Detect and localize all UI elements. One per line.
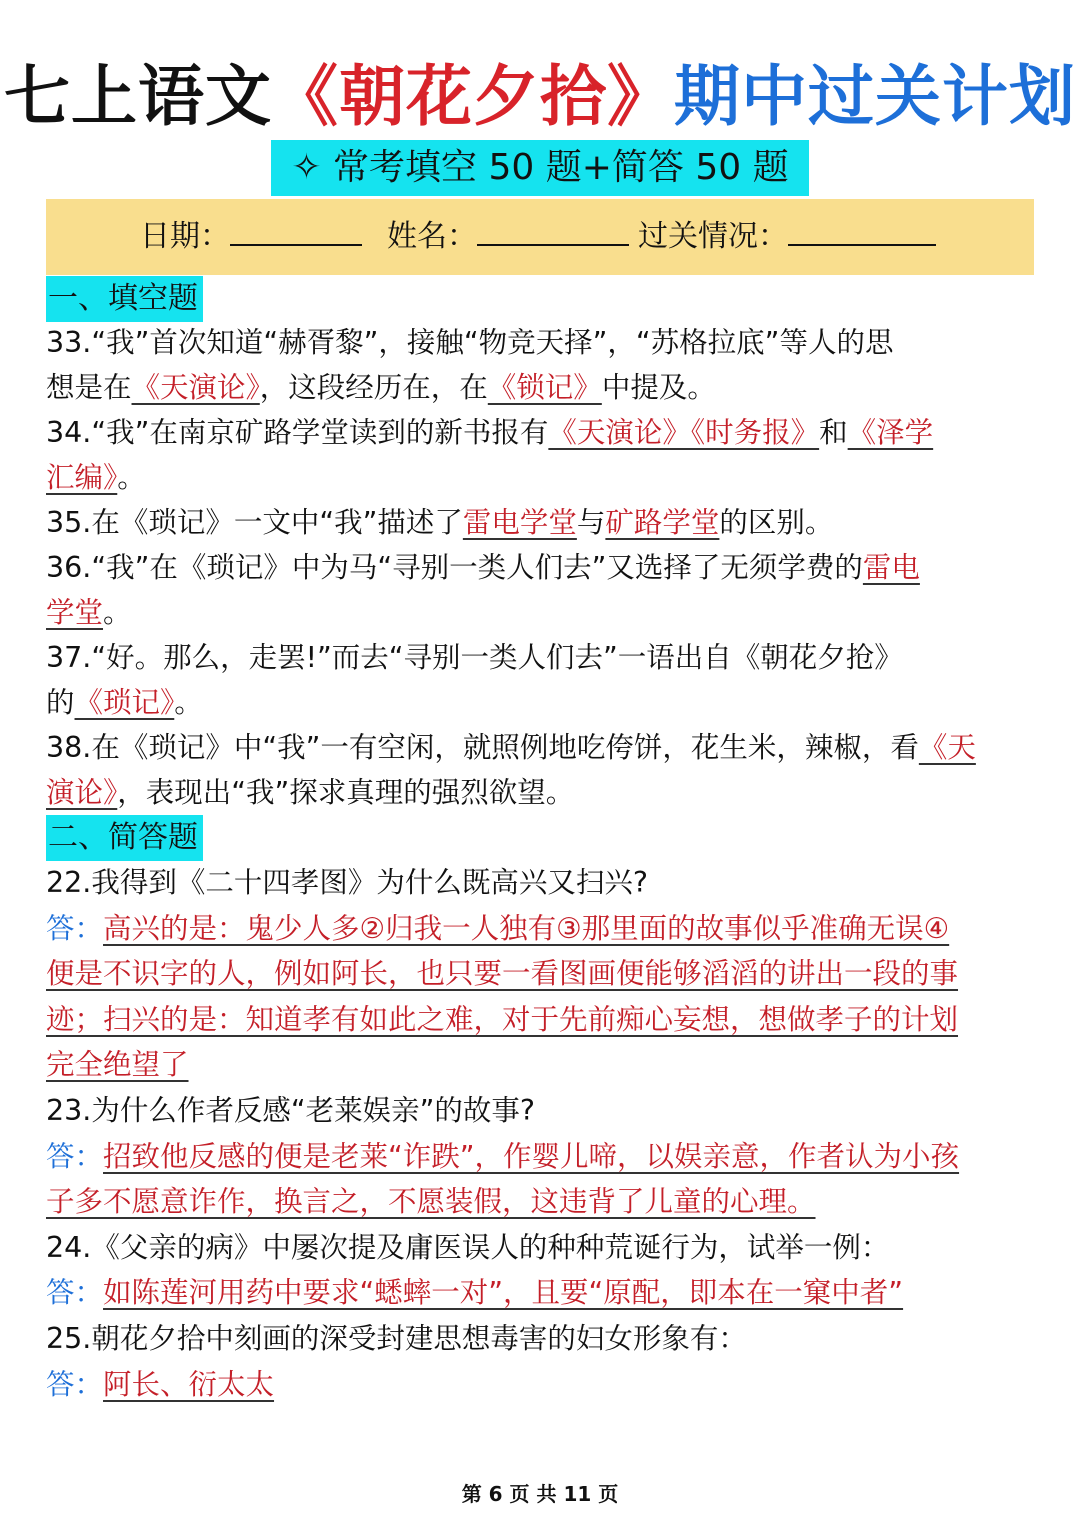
answer-text: 阿长、衍太太 [103,1367,275,1401]
question-text: 25.朝花夕拾中刻画的深受封建思想毒害的妇女形象有： [46,1322,747,1355]
name-blank [477,226,629,246]
info-bar [46,199,1034,275]
fill-line [46,365,1034,411]
title-book: 《朝花夕拾》 [272,58,674,135]
fill-line [46,725,1034,771]
qa-line [46,951,1034,997]
qa-line [46,860,1034,906]
status-field [638,199,936,275]
question-text: 和 [819,416,848,449]
question-text: 36.“我”在《琐记》中为马“寻别一类人们去”又选择了无须学费的 [46,551,863,584]
status-blank [788,226,936,246]
qa-line [46,1042,1034,1088]
question-text: 22.我得到《二十四孝图》为什么既高兴又扫兴? [46,866,648,899]
question-text: 23.为什么作者反感“老莱娱亲”的故事? [46,1094,535,1127]
answer-text: 汇编》 [46,461,118,494]
fill-line [46,680,1034,726]
question-text: 与 [576,506,606,539]
answer-text: 如陈莲河用药中要求“蟋蟀一对”，且要“原配，即本在一窠中者” [103,1276,904,1310]
page-title [0,52,1080,142]
question-text: 中提及。 [601,371,716,404]
answer-text: 雷电 [862,551,920,584]
title-subject: 七上语文 [4,58,272,135]
qa-line [46,997,1034,1043]
answer-text: 子多不愿意诈作，换言之，不愿装假，这违背了儿童的心理。 [46,1185,816,1219]
qa-section-heading: 二、简答题 [46,815,203,861]
fill-line [46,455,1034,501]
question-text: 的区别。 [719,506,834,539]
question-text: 37.“好。那么，走罢!”而去“寻别一类人们去”一语出自《朝花夕抢》 [46,641,903,674]
answer-text: 《锁记》 [487,371,602,404]
question-text: 35.在《琐记》一文中“我”描述了 [46,506,463,539]
qa-line [46,1362,1034,1408]
answer-label: 答： [46,1276,104,1310]
qa-line [46,1316,1034,1362]
subtitle-banner: ✧ 常考填空 50 题+简答 50 题 [271,140,809,196]
qa-line [46,1088,1034,1134]
answer-text: 雷电学堂 [462,506,577,539]
fill-line [46,410,1034,456]
fill-section-heading: 一、填空题 [46,276,203,322]
question-text: 34.“我”在南京矿路学堂读到的新书报有 [46,416,549,449]
question-text: 33.“我”首次知道“赫胥黎”，接触“物竞天择”，“苏格拉底”等人的思 [46,326,894,359]
qa-line [46,1179,1034,1225]
name-field [387,199,629,275]
fill-line [46,320,1034,366]
answer-text: 完全绝望了 [46,1048,189,1082]
question-text: ，这段经历在，在 [259,371,488,404]
answer-text: 矿路学堂 [605,506,720,539]
answer-text: 高兴的是：鬼少人多②归我一人独有③那里面的故事似乎准确无误④ [103,911,950,945]
title-plan: 期中过关计划 [674,58,1076,135]
fill-line [46,545,1034,591]
question-text: 想是在 [46,371,132,404]
question-text: ，表现出“我”探求真理的强烈欲望。 [117,776,575,809]
fill-line [46,590,1034,636]
qa-line [46,1225,1034,1271]
answer-text: 便是不识字的人，例如阿长，也只要一看图画便能够滔滔的讲出一段的事 [46,957,959,991]
page-footer: 第 6 页 共 11 页 [461,1482,619,1506]
answer-text: 迹；扫兴的是：知道孝有如此之难，对于先前痴心妄想，想做孝子的计划 [46,1002,959,1036]
answer-text: 学堂 [46,596,104,629]
qa-line [46,1134,1034,1180]
question-text: 。 [174,686,203,719]
date-field [140,199,362,275]
fill-line [46,770,1034,816]
question-text: 。 [103,596,132,629]
date-label: 日期： [140,219,230,254]
question-text: 的 [46,686,75,719]
answer-text: 《琐记》 [74,686,175,719]
answer-text: 《天演论》 [131,371,260,404]
answer-text: 《泽学 [847,416,934,449]
answer-text: 演论》 [46,776,118,809]
fill-line [46,635,1034,681]
question-text: 24.《父亲的病》中屡次提及庸医误人的种种荒诞行为，试举一例： [46,1230,890,1264]
answer-text: 《天演论》《时务报》 [548,416,820,449]
question-text: 。 [117,461,146,494]
name-label: 姓名： [387,219,477,254]
answer-label: 答： [46,1367,104,1401]
qa-line [46,1270,1034,1316]
answer-label: 答： [46,1139,104,1173]
answer-text: 《天 [918,731,976,764]
question-text: 38.在《琐记》中“我”一有空闲，就照例地吃侉饼，花生米，辣椒，看 [46,731,919,764]
status-label: 过关情况： [638,219,788,254]
date-blank [230,226,362,246]
fill-line [46,500,1034,546]
answer-text: 招致他反感的便是老莱“诈跌”，作婴儿啼，以娱亲意，作者认为小孩 [103,1139,960,1173]
qa-line [46,906,1034,952]
answer-label: 答： [46,911,104,945]
